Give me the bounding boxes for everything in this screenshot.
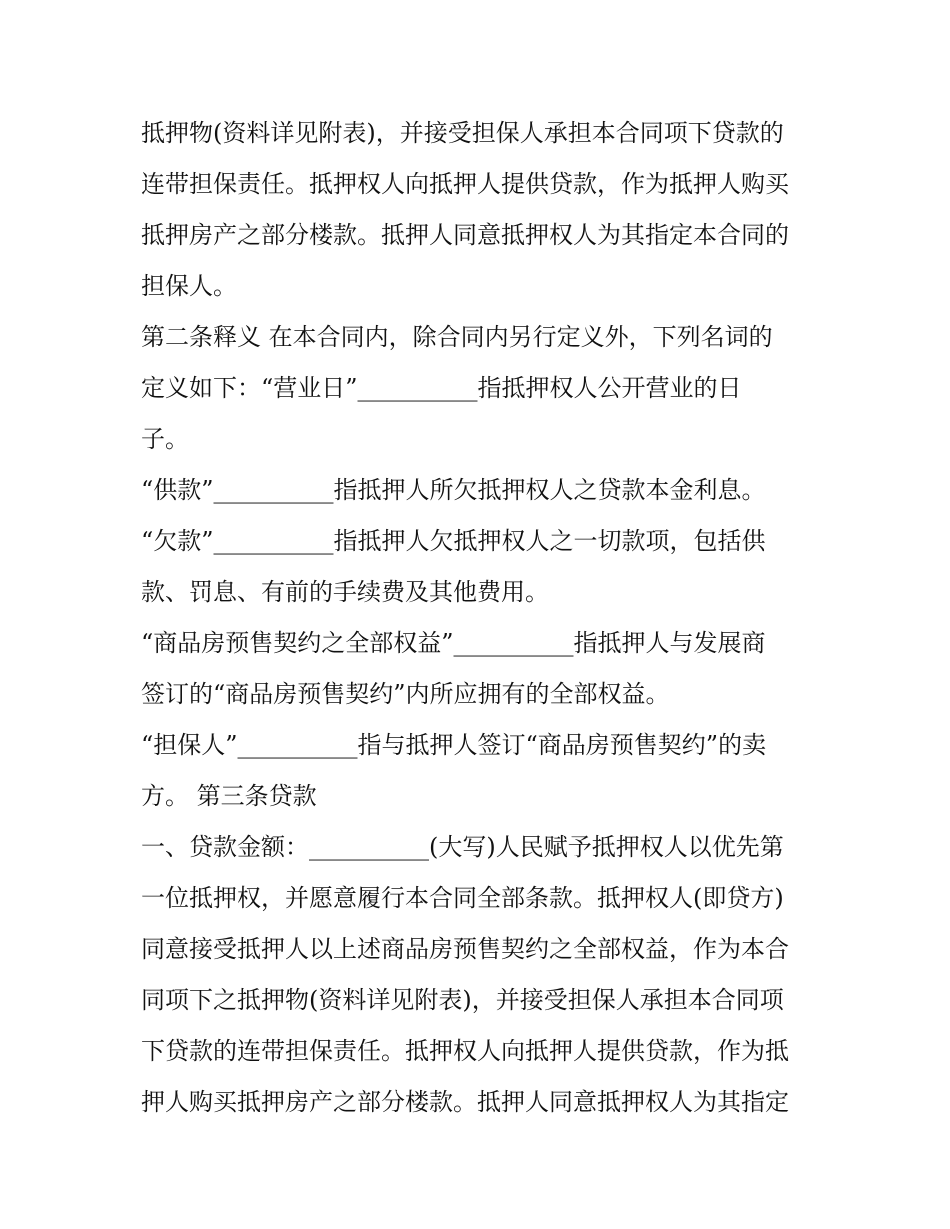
- definition-line: “供款”__________指抵押人所欠抵押权人之贷款本金利息。: [141, 476, 766, 504]
- text-line: 抵押物(资料详见附表)，并接受担保人承担本合同项下贷款的: [141, 119, 784, 147]
- text-line: 子。: [141, 425, 189, 453]
- text-line: 下贷款的连带担保责任。抵押权人向抵押人提供贷款，作为抵: [141, 1037, 789, 1065]
- text-line: 抵押房产之部分楼款。抵押人同意抵押权人为其指定本合同的: [141, 221, 789, 249]
- text-line: 担保人。: [141, 272, 237, 300]
- document-body: [141, 108, 821, 1128]
- text-line: 同意接受抵押人以上述商品房预售契约之全部权益，作为本合: [141, 935, 789, 963]
- definition-line: “欠款”__________指抵押人欠抵押权人之一切款项，包括供: [141, 527, 766, 555]
- article-3-heading-line: 方。 第三条贷款: [141, 782, 317, 810]
- text-line: 定义如下：“营业日”__________指抵押权人公开营业的日: [141, 374, 742, 402]
- definition-line: “商品房预售契约之全部权益”__________指抵押人与发展商: [141, 629, 766, 657]
- loan-amount-line: 一、贷款金额：__________(大写)人民赋予抵押权人以优先第: [141, 833, 784, 861]
- text-line: 同项下之抵押物(资料详见附表)，并接受担保人承担本合同项: [141, 986, 784, 1014]
- text-line: 连带担保责任。抵押权人向抵押人提供贷款，作为抵押人购买: [141, 170, 789, 198]
- text-line: 签订的“商品房预售契约”内所应拥有的全部权益。: [141, 680, 670, 708]
- article-2-heading-line: 第二条释义 在本合同内，除合同内另行定义外，下列名词的: [141, 323, 773, 351]
- text-line: 款、罚息、有前的手续费及其他费用。: [141, 578, 549, 606]
- definition-line: “担保人”__________指与抵押人签订“商品房预售契约”的卖: [141, 731, 767, 759]
- text-line: 一位抵押权，并愿意履行本合同全部条款。抵押权人(即贷方): [141, 884, 784, 912]
- text-line: 押人购买抵押房产之部分楼款。抵押人同意抵押权人为其指定: [141, 1088, 789, 1116]
